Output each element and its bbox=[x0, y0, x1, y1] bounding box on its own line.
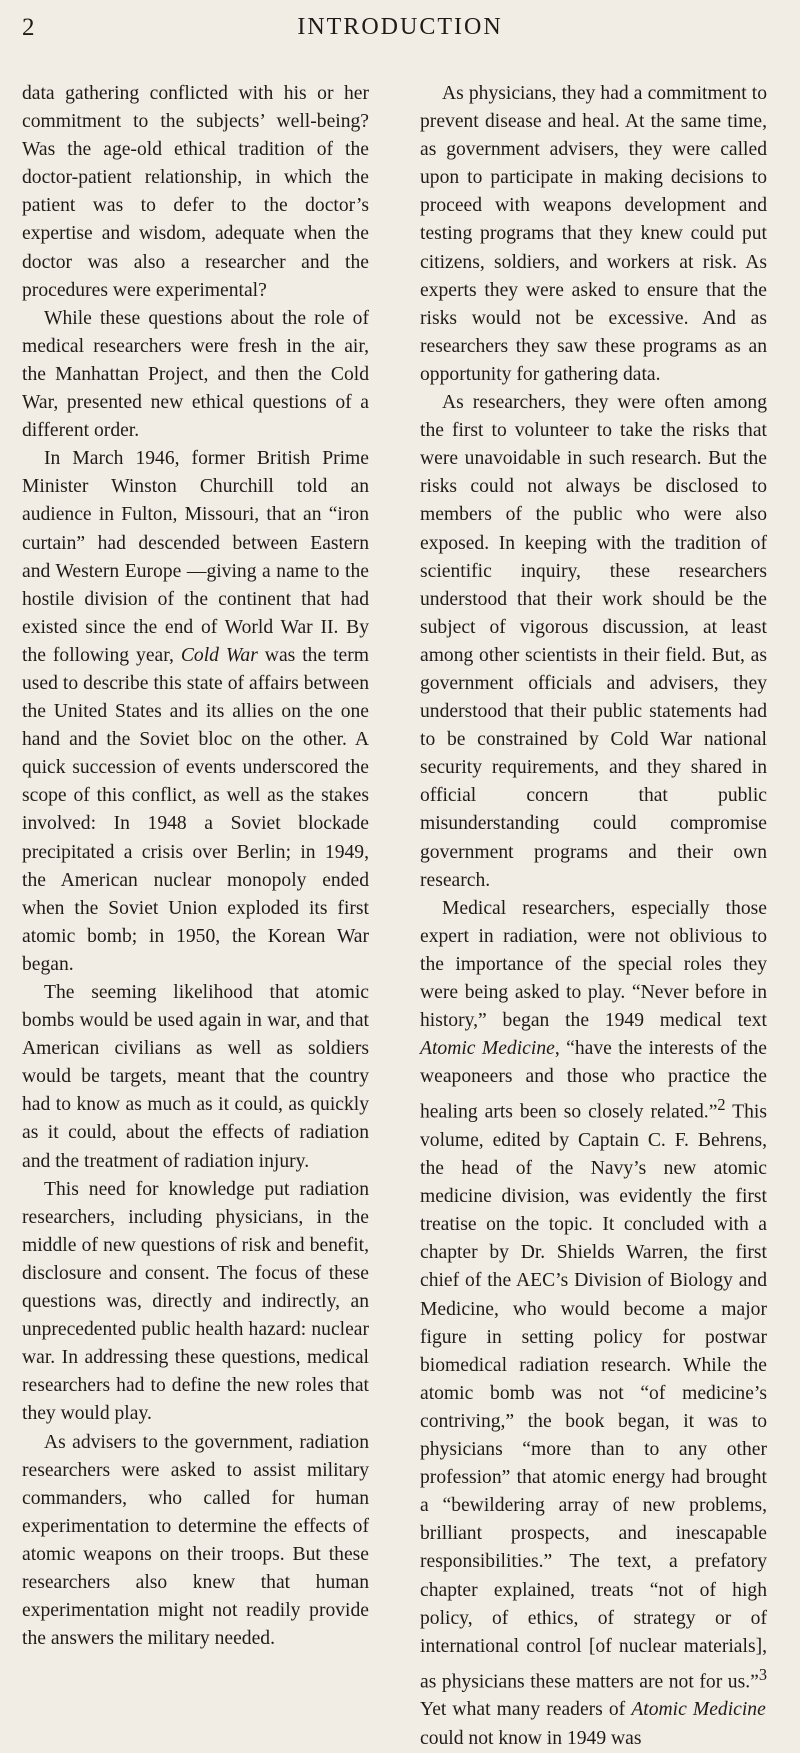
paragraph: While these questions about the role of medical researchers were fresh in the air, the Manhattan Project, and then the Cold War, presented new ethical questions of a different order. bbox=[22, 307, 369, 442]
italic-term: Cold War bbox=[180, 644, 258, 666]
left-column bbox=[22, 80, 369, 1653]
paragraph: As physicians, they had a commitment to prevent disease and heal. At the same time, as government advisers, they were called upon to participate in making decisions to proceed with weapons development and testing programs that they knew could put citizens, soldiers, and workers at risk. As experts they were asked to ensure that the risks would not be excessive. And as researchers they saw these programs as an opportunity for gathering data. bbox=[420, 83, 767, 385]
page-number: 2 bbox=[22, 14, 35, 41]
paragraph: As researchers, they were often among the first to volunteer to take the risks that were unavoidable in such research. But the risks could not always be disclosed to members of the public who were also exposed. In keeping with the tradition of scientific inquiry, these researchers understood that their work should be the subject of vigorous discussion, at least among other scientists in their field. But, as government officials and advisers, they understood that their public statements had to be constrained by Cold War national security requirements, and they shared in official concern that public misunderstanding could compromise government programs and their own research. bbox=[420, 392, 767, 891]
book-title: Atomic Medicine bbox=[420, 1038, 555, 1060]
footnote-ref: 2 bbox=[717, 1095, 726, 1115]
book-title: Atomic Medicine bbox=[631, 1699, 766, 1721]
paragraph: data gathering conflicted with his or her commitment to the subjects’ well-being? Was the age-old ethical tradition of the doctor-patient relationship, in which the patient was to defer to the doctor’s expertise and wisdom, adequate when the doctor was also a researcher and the procedures were experimental? bbox=[22, 83, 369, 301]
right-column bbox=[420, 80, 767, 1753]
paragraph: The seeming likelihood that atomic bombs would be used again in war, and that American civilians as well as soldiers would be targets, meant that the country had to know as much as it could, as quickly as it could, about the effects of radiation and the treatment of radiation injury. bbox=[22, 982, 369, 1172]
running-head: INTRODUCTION bbox=[297, 14, 503, 40]
paragraph: As advisers to the government, radiation researchers were asked to assist military commanders, who called for human experimentation to determine the effects of atomic weapons on their troops. But these researchers also knew that human experimentation might not readily provide the answers the military needed. bbox=[22, 1431, 369, 1650]
page-header bbox=[0, 14, 800, 54]
paragraph: In March 1946, former British Prime Minister Winston Churchill told an audience in Fulton, Missouri, that an “iron curtain” had descended between Eastern and Western Europe —giving a name to the hostile division of the continent that had existed since the end of World War II. By the following year, Cold War was the term used to describe this state of affairs between the United States and its allies on the one hand and the Soviet bloc on the other. A quick succession of events underscored the scope of this conflict, as well as the stakes involved: In 1948 a Soviet blockade precipitated a crisis over Berlin; in 1949, the American nuclear monopoly ended when the Soviet Union exploded its first atomic bomb; in 1950, the Korean War began. bbox=[22, 448, 370, 975]
paragraph: Medical researchers, especially those expert in radiation, were not oblivious to the importance of the special roles they were being asked to play. “Never before in history,” began the 1949 medical text Atomic Medicine, “have the interests of the weaponeers and those who practice the healing arts been so closely related.”$^2$ This volume, edited by Captain C. F. Behrens, the head of the Navy’s new atomic medicine division, was evidently the first treatise on the topic. It concluded with a chapter by Dr. Shields Warren, the first chief of the AEC’s Division of Biology and Medicine, who would become a major figure in setting policy for postwar biomedical radiation research. While the atomic bomb was not “of medicine’s contriving,” the book began, it was to physicians “more than to any other profession” that atomic energy had brought a “bewildering array of new problems, brilliant prospects, and inescapable responsibilities.” The text, a prefatory chapter explained, treats “not of high policy, of ethics, of strategy or of international control [of nuclear materials], as physicians these matters are not for us.”$^3$ Yet what many readers of Atomic Medicine could not know in 1949 was bbox=[420, 897, 767, 1749]
paragraph: This need for knowledge put radiation researchers, including physicians, in the middle of new questions of risk and benefit, disclosure and consent. The focus of these questions was, directly and indirectly, an unprecedented public health hazard: nuclear war. In addressing these questions, medical researchers had to define the new roles that they would play. bbox=[22, 1178, 369, 1425]
footnote-ref: 3 bbox=[758, 1664, 767, 1684]
